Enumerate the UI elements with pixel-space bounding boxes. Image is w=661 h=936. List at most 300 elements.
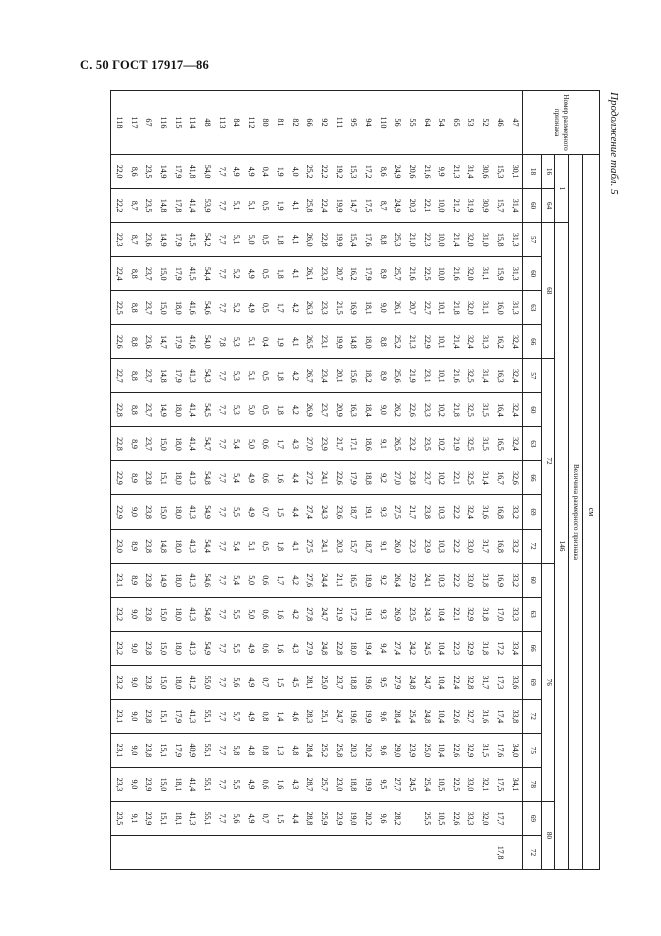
value-cell [317,835,332,869]
value-cell: 20,7 [331,257,346,291]
value-cell: 7,7 [214,359,229,393]
table-row [404,91,419,870]
value-cell: 17,7 [492,801,507,835]
value-cell: 14,9 [156,155,171,189]
value-cell: 22,5 [111,291,127,325]
value-cell: 22,5 [419,257,434,291]
value-cell [273,835,288,869]
value-cell: 21,3 [448,155,463,189]
value-cell: 21,6 [419,155,434,189]
measurement-table [110,90,600,870]
value-cell: 31,8 [478,597,493,631]
value-cell: 8,8 [126,325,141,359]
column-header: 69 [523,665,542,699]
value-cell: 54,7 [200,427,215,461]
value-cell: 22,8 [111,427,127,461]
value-cell: 17,9 [346,461,361,495]
value-cell: 14,8 [156,359,171,393]
value-cell: 8,8 [126,257,141,291]
value-cell: 32,4 [463,325,478,359]
value-cell: 8,7 [126,189,141,223]
value-cell: 22,2 [317,155,332,189]
value-cell: 25,8 [302,189,317,223]
value-cell: 9,9 [434,155,449,189]
value-cell: 23,8 [141,699,156,733]
value-cell: 41,4 [185,393,200,427]
value-cell: 27,5 [302,529,317,563]
value-cell: 18,8 [346,665,361,699]
value-cell: 8,8 [126,393,141,427]
value-cell: 7,7 [214,665,229,699]
value-cell: 33,0 [463,529,478,563]
value-cell [507,801,523,835]
value-cell: 16,2 [346,257,361,291]
table-row [287,91,302,870]
value-cell: 8,9 [126,529,141,563]
value-cell: 7,7 [214,597,229,631]
value-cell: 33,4 [507,631,523,665]
value-cell: 32,5 [463,393,478,427]
value-cell: 25,9 [317,801,332,835]
value-cell: 22,9 [404,563,419,597]
value-cell: 10,4 [434,699,449,733]
value-cell: 54,8 [200,461,215,495]
value-cell: 4,1 [287,223,302,257]
value-cell: 5,8 [229,733,244,767]
value-cell: 8,8 [126,359,141,393]
value-cell: 4,2 [287,393,302,427]
value-cell: 4,3 [287,631,302,665]
row-id-cell: 52 [478,91,493,155]
value-cell: 15,4 [346,223,361,257]
value-cell: 5,4 [229,563,244,597]
value-cell: 22,3 [111,223,127,257]
value-cell: 15,3 [492,155,507,189]
value-cell: 21,4 [448,223,463,257]
value-cell: 31,4 [463,155,478,189]
value-cell [258,835,273,869]
value-cell: 54,6 [200,563,215,597]
value-cell: 9,4 [375,631,390,665]
value-cell: 7,7 [214,801,229,835]
value-cell: 7,7 [214,189,229,223]
value-cell: 25,4 [419,767,434,801]
value-cell: 23,7 [141,393,156,427]
value-cell: 54,5 [200,393,215,427]
value-cell: 5,2 [229,291,244,325]
value-cell: 24,3 [317,495,332,529]
value-cell: 55,1 [200,699,215,733]
value-cell: 21,2 [448,189,463,223]
value-cell: 23,8 [141,495,156,529]
value-cell: 19,1 [361,597,376,631]
value-cell: 17,9 [170,223,185,257]
value-cell: 22,4 [448,665,463,699]
value-cell [375,835,390,869]
value-cell: 31,7 [478,665,493,699]
value-cell: 23,1 [111,563,127,597]
value-cell: 0,6 [258,461,273,495]
table-row [170,91,185,870]
value-cell: 23,8 [141,665,156,699]
value-cell: 23,1 [111,699,127,733]
value-cell: 23,7 [419,461,434,495]
value-cell: 7,7 [214,291,229,325]
value-cell: 54,8 [200,597,215,631]
value-cell: 10,2 [434,461,449,495]
value-cell: 34,0 [507,733,523,767]
value-cell: 23,3 [317,291,332,325]
value-cell: 34,1 [507,767,523,801]
value-cell: 25,7 [317,767,332,801]
value-cell: 15,0 [156,257,171,291]
rotated-table-container [110,90,600,870]
value-cell: 4,9 [243,767,258,801]
value-cell: 41,3 [185,495,200,529]
value-cell: 54,6 [200,291,215,325]
row-id-cell: 53 [463,91,478,155]
value-cell: 5,0 [243,393,258,427]
value-cell: 41,3 [185,801,200,835]
value-cell: 17,2 [346,597,361,631]
row-id-cell: 113 [214,91,229,155]
value-cell: 31,7 [478,529,493,563]
value-cell: 24,5 [419,631,434,665]
row-id-cell: 114 [185,91,200,155]
value-cell: 23,9 [419,529,434,563]
value-cell: 23,7 [331,665,346,699]
value-cell [243,835,258,869]
row-id-cell: 81 [273,91,288,155]
value-cell: 17,9 [170,325,185,359]
value-cell: 28,4 [302,733,317,767]
value-cell: 21,4 [448,325,463,359]
value-cell: 21,7 [331,427,346,461]
table-row [419,91,434,870]
value-cell: 17,2 [492,631,507,665]
column-header: 63 [523,597,542,631]
value-cell: 24,3 [419,597,434,631]
value-cell: 10,1 [434,359,449,393]
value-cell: 5,0 [243,427,258,461]
value-cell [141,835,156,869]
value-cell: 21,8 [448,393,463,427]
value-cell: 16,2 [492,325,507,359]
value-cell: 10,4 [434,597,449,631]
value-cell [448,835,463,869]
value-cell: 0,6 [258,427,273,461]
value-cell: 22,5 [448,767,463,801]
value-cell: 18,0 [170,427,185,461]
value-cell: 0,5 [258,257,273,291]
value-cell: 1,8 [273,257,288,291]
value-cell: 19,0 [346,801,361,835]
value-cell: 26,9 [390,597,405,631]
value-cell: 22,8 [331,631,346,665]
value-cell: 33,0 [463,563,478,597]
value-cell: 18,1 [170,801,185,835]
value-cell: 25,2 [302,155,317,189]
value-cell: 26,5 [302,325,317,359]
table-row [111,91,127,870]
value-cell: 7,7 [214,733,229,767]
value-cell: 27,0 [302,427,317,461]
value-cell: 33,2 [507,495,523,529]
value-cell: 32,0 [463,291,478,325]
value-cell: 5,1 [243,189,258,223]
value-cell: 4,8 [243,733,258,767]
value-cell: 4,2 [287,597,302,631]
value-cell: 1,5 [273,801,288,835]
value-cell: 23,2 [111,665,127,699]
value-cell: 23,1 [419,359,434,393]
value-cell: 21,9 [331,597,346,631]
value-cell: 26,2 [390,393,405,427]
value-cell: 23,7 [317,393,332,427]
value-cell: 1,7 [273,563,288,597]
value-cell: 41,6 [185,291,200,325]
value-cell: 23,9 [404,733,419,767]
group-header-146: 146 [555,223,569,870]
subgroup-header-64: 64 [542,189,555,223]
value-cell: 33,6 [507,665,523,699]
value-cell: 8,7 [126,223,141,257]
value-cell: 18,0 [170,393,185,427]
value-cell: 22,8 [111,393,127,427]
value-cell: 10,2 [434,427,449,461]
value-cell: 32,6 [507,461,523,495]
value-cell: 32,5 [463,461,478,495]
value-cell: 27,6 [302,563,317,597]
value-cell: 7,7 [214,767,229,801]
table-row [448,91,463,870]
value-cell: 10,0 [434,223,449,257]
value-cell: 23,0 [331,767,346,801]
value-cell: 28,8 [302,801,317,835]
value-cell: 15,8 [492,223,507,257]
value-cell: 1,8 [273,223,288,257]
value-cell: 20,6 [404,155,419,189]
group-header-1: 1 [555,155,569,223]
value-cell: 9,5 [375,665,390,699]
value-cell: 8,9 [126,563,141,597]
value-cell: 23,1 [111,733,127,767]
value-cell: 22,6 [331,461,346,495]
value-cell: 15,3 [346,155,361,189]
value-cell [156,835,171,869]
value-cell: 23,8 [141,529,156,563]
value-cell [390,835,405,869]
value-cell: 0,6 [258,563,273,597]
column-header: 57 [523,223,542,257]
value-cell: 28,4 [390,699,405,733]
column-header: 72 [523,835,542,869]
value-cell: 22,6 [448,733,463,767]
value-cell: 22,2 [448,529,463,563]
value-cell: 5,5 [229,767,244,801]
value-cell: 1,9 [273,155,288,189]
value-cell: 55,1 [200,767,215,801]
table-row [273,91,288,870]
value-cell: 1,8 [273,359,288,393]
row-id-cell: 48 [200,91,215,155]
value-cell: 10,1 [434,291,449,325]
value-cell: 22,7 [419,291,434,325]
row-header: Номер размерного признака [523,91,600,155]
column-header: 60 [523,189,542,223]
value-cell: 26,9 [302,393,317,427]
value-cell: 17,1 [346,427,361,461]
value-cell: 19,1 [361,495,376,529]
unit-header: см [583,155,600,870]
value-cell: 15,0 [156,495,171,529]
value-cell: 4,5 [287,665,302,699]
value-cell: 27,7 [390,767,405,801]
value-cell: 32,8 [463,665,478,699]
value-cell: 4,4 [287,801,302,835]
value-cell: 18,4 [361,393,376,427]
value-cell: 17,3 [492,665,507,699]
value-cell: 33,2 [507,529,523,563]
value-cell: 31,4 [478,461,493,495]
value-cell: 17,9 [170,155,185,189]
value-cell: 1,4 [273,699,288,733]
value-cell: 40,9 [185,733,200,767]
value-cell: 23,8 [419,495,434,529]
value-cell: 31,6 [478,495,493,529]
value-cell: 22,7 [111,359,127,393]
value-cell: 22,1 [448,461,463,495]
value-cell: 31,9 [463,189,478,223]
value-cell: 31,3 [507,257,523,291]
value-cell: 23,5 [141,189,156,223]
value-cell: 10,0 [434,189,449,223]
value-cell: 20,3 [346,733,361,767]
value-cell: 27,8 [302,597,317,631]
value-cell [200,835,215,869]
value-cell: 18,8 [361,461,376,495]
value-cell: 5,5 [229,631,244,665]
value-cell: 1,5 [273,495,288,529]
value-cell: 0,4 [258,325,273,359]
value-cell: 9,0 [126,733,141,767]
value-cell: 21,6 [448,257,463,291]
value-cell: 0,7 [258,801,273,835]
value-cell: 16,5 [346,563,361,597]
table-row [302,91,317,870]
value-cell: 33,3 [507,597,523,631]
value-cell: 8,7 [375,189,390,223]
value-cell: 4,1 [287,529,302,563]
value-cell [302,835,317,869]
value-cell: 4,9 [243,291,258,325]
value-cell: 17,9 [170,699,185,733]
row-id-cell: 111 [331,91,346,155]
value-cell: 1,9 [273,325,288,359]
value-cell: 55,0 [200,665,215,699]
value-cell: 4,9 [243,631,258,665]
value-cell: 22,1 [448,597,463,631]
value-cell: 23,0 [111,529,127,563]
value-cell: 23,9 [141,801,156,835]
row-id-cell: 118 [111,91,127,155]
value-cell: 32,5 [463,427,478,461]
value-cell: 7,7 [214,495,229,529]
value-cell: 16,8 [492,529,507,563]
value-cell: 0,8 [258,699,273,733]
value-cell: 15,0 [156,427,171,461]
value-cell: 24,5 [404,767,419,801]
value-cell: 1,7 [273,291,288,325]
value-cell: 22,4 [111,257,127,291]
value-cell: 29,0 [390,733,405,767]
value-cell: 22,0 [111,155,127,189]
value-cell: 8,9 [126,427,141,461]
value-cell: 23,1 [317,325,332,359]
value-cell: 0,6 [258,631,273,665]
value-cell: 32,9 [463,733,478,767]
value-cell [463,835,478,869]
value-cell: 9,5 [375,767,390,801]
value-cell: 10,2 [434,393,449,427]
value-cell: 17,0 [492,597,507,631]
column-header: 66 [523,325,542,359]
value-cell [287,835,302,869]
value-cell: 4,2 [287,291,302,325]
value-cell: 27,0 [390,461,405,495]
value-cell: 10,4 [434,631,449,665]
row-id-cell: 95 [346,91,361,155]
value-cell: 28,2 [390,801,405,835]
column-header: 69 [523,801,542,835]
value-cell: 15,9 [492,257,507,291]
table-row [346,91,361,870]
value-cell: 9,1 [375,427,390,461]
value-cell: 5,4 [229,461,244,495]
value-cell: 8,8 [375,325,390,359]
table-row [141,91,156,870]
row-id-cell: 82 [287,91,302,155]
value-cell: 21,6 [404,257,419,291]
value-cell: 8,6 [126,155,141,189]
value-cell: 26,3 [302,291,317,325]
value-cell: 23,7 [141,291,156,325]
table-row [492,91,507,870]
value-cell: 27,9 [390,665,405,699]
value-cell: 23,4 [317,359,332,393]
value-cell: 24,2 [404,631,419,665]
value-cell: 1,7 [273,427,288,461]
value-cell: 31,5 [478,733,493,767]
value-cell: 24,9 [390,189,405,223]
value-cell: 30,1 [507,155,523,189]
value-cell: 8,9 [375,359,390,393]
value-cell: 9,0 [126,495,141,529]
value-cell: 24,7 [419,665,434,699]
value-cell: 41,3 [185,631,200,665]
value-cell: 14,9 [156,393,171,427]
value-cell: 16,8 [492,495,507,529]
row-id-cell: 65 [448,91,463,155]
value-cell: 31,4 [507,189,523,223]
value-cell: 32,4 [507,393,523,427]
value-cell: 9,0 [126,597,141,631]
value-cell: 14,8 [156,529,171,563]
value-cell: 7,7 [214,257,229,291]
value-cell: 32,4 [507,359,523,393]
value-cell: 23,8 [141,733,156,767]
value-cell: 32,4 [463,495,478,529]
